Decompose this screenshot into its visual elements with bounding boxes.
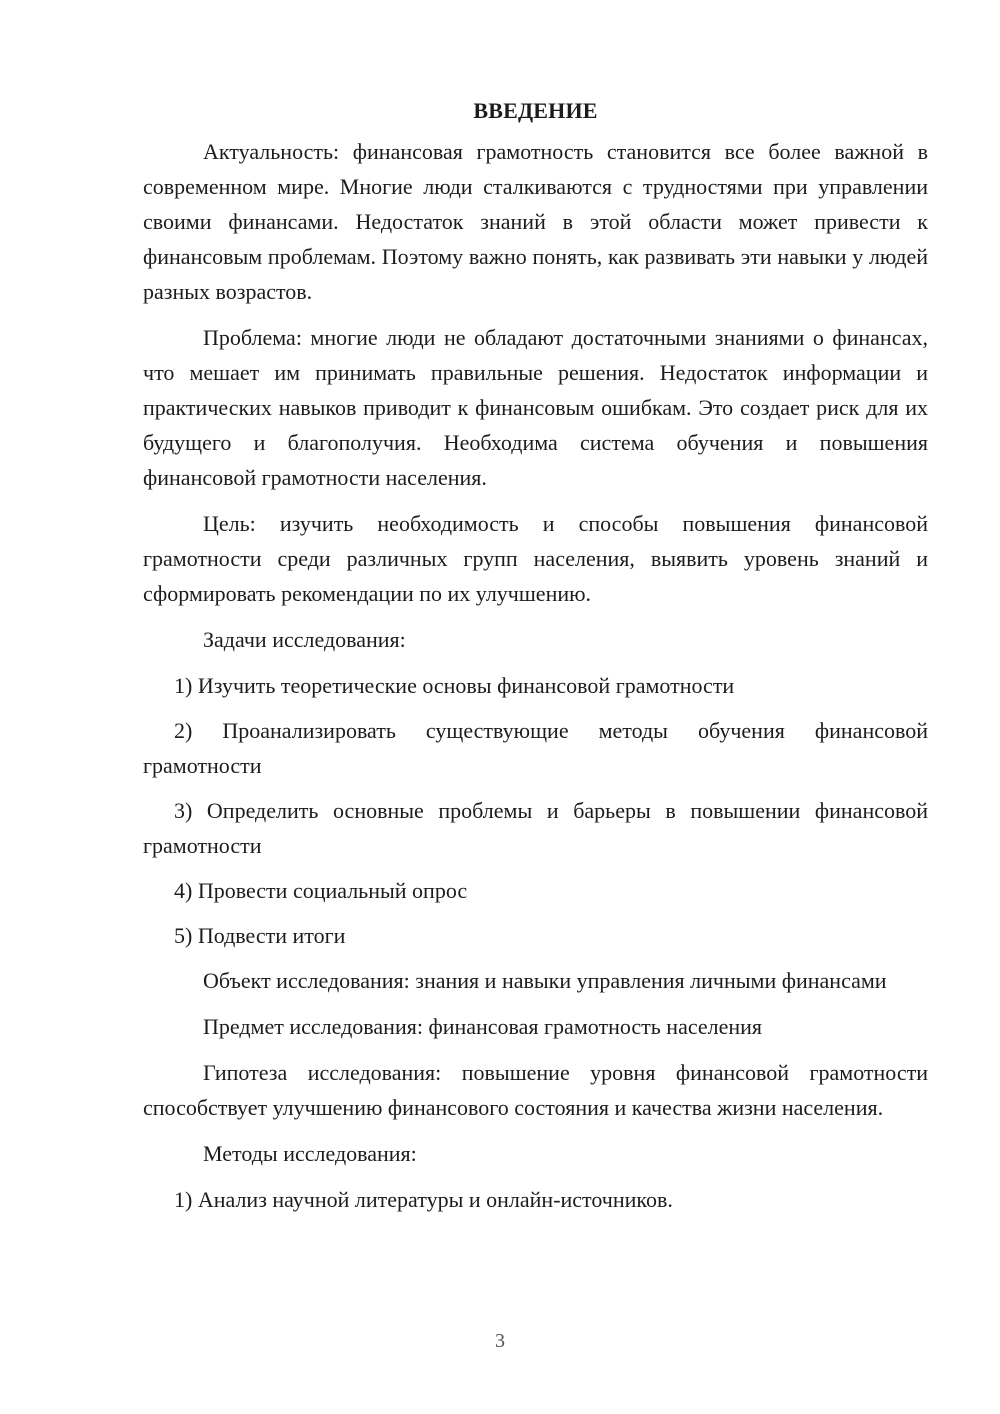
task-item: 1) Изучить теоретические основы финансовой грамотности [174, 673, 735, 698]
hypothesis-paragraph: Гипотеза исследования: повышение уровня финансовой грамотности способствует улучшению финансового состояния и качества жизни населения. [143, 1060, 928, 1120]
page-number: 3 [495, 1330, 505, 1352]
task-item: 2) Проанализировать существующие методы обучения финансовой грамотности [143, 718, 928, 778]
task-item: 5) Подвести итоги [174, 923, 346, 948]
subject-paragraph: Предмет исследования: финансовая грамотность населения [203, 1014, 763, 1039]
task-item: 4) Провести социальный опрос [174, 878, 468, 903]
tasks-heading: Задачи исследования: [203, 627, 406, 652]
task-item: 3) Определить основные проблемы и барьеры в повышении финансовой грамотности [143, 798, 928, 858]
document-body [143, 93, 928, 1227]
page-title: ВВЕДЕНИЕ [473, 98, 598, 123]
method-item: 1) Анализ научной литературы и онлайн-источников. [174, 1187, 673, 1212]
problem-paragraph: Проблема: многие люди не обладают достаточными знаниями о финансах, что мешает им принимать правильные решения. Недостаток информации и практических навыков приводит к финансовым ошибкам. Это создает риск для их будущего и благополучия. Необходима система обучения и повышения финансовой грамотности населения. [143, 325, 928, 490]
goal-paragraph: Цель: изучить необходимость и способы повышения финансовой грамотности среди различных групп населения, выявить уровень знаний и сформировать рекомендации по их улучшению. [143, 511, 928, 606]
object-paragraph: Объект исследования: знания и навыки управления личными финансами [203, 968, 887, 993]
methods-heading: Методы исследования: [203, 1141, 417, 1166]
relevance-paragraph: Актуальность: финансовая грамотность становится все более важной в современном мире. Многие люди сталкиваются с трудностями при управлении своими финансами. Недостаток знаний в этой области может привести к финансовым проблемам. Поэтому важно понять, как развивать эти навыки у людей разных возрастов. [143, 139, 928, 304]
